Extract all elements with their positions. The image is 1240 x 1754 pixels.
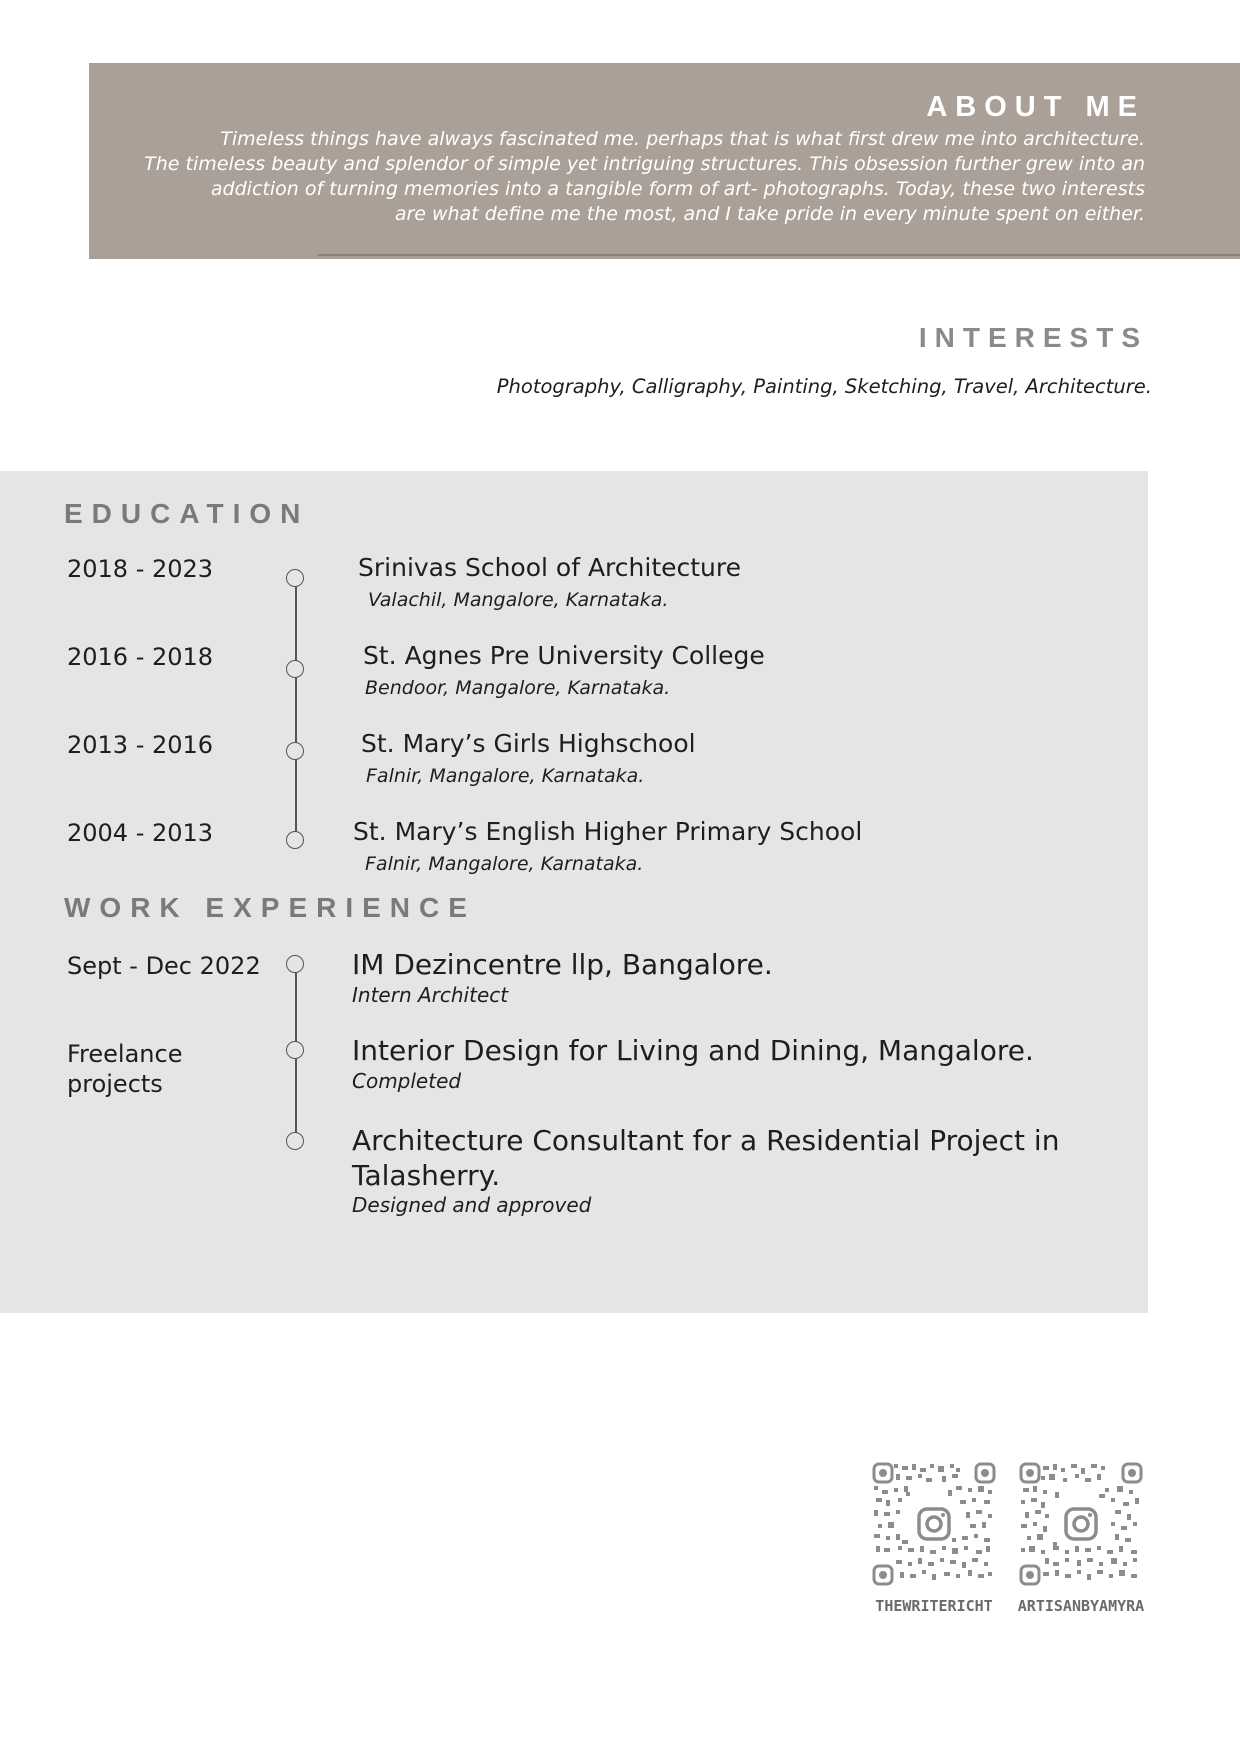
qr-code-artisanbyamyra[interactable] [1019,1462,1143,1586]
about-me-text [105,127,1145,227]
about-divider [318,254,1240,256]
timeline-node [286,1132,304,1150]
education-place: Falnir, Mangalore, Karnataka. [366,765,645,787]
about-me-title: ABOUT ME [926,91,1145,123]
work-title: IM Dezincentre llp, Bangalore. [352,948,773,981]
instagram-icon [916,1506,952,1542]
timeline-node [286,955,304,973]
work-role: Intern Architect [352,983,509,1007]
education-years: 2016 - 2018 [67,643,214,671]
education-place: Falnir, Mangalore, Karnataka. [365,853,644,875]
work-experience-title: WORK EXPERIENCE [64,892,476,923]
interests-text: Photography, Calligraphy, Painting, Sketching, Travel, Architecture. [496,375,1152,398]
education-years: 2013 - 2016 [67,731,214,759]
instagram-icon [1063,1506,1099,1542]
education-years: 2018 - 2023 [67,555,214,583]
work-title: Architecture Consultant for a Residential Project in Talasherry. [352,1124,1060,1192]
timeline-node [286,1041,304,1059]
education-school: St. Mary’s Girls Highschool [361,729,696,758]
qr-label-thewritericht: THEWRITERICHT [875,1597,993,1615]
education-title: EDUCATION [64,498,310,529]
interests-title: INTERESTS [918,322,1148,353]
education-place: Bendoor, Mangalore, Karnataka. [365,677,671,699]
work-role: Completed [352,1069,462,1093]
work-role: Designed and approved [352,1193,592,1217]
timeline-node [286,742,304,760]
education-work-panel [0,471,1148,1313]
education-years: 2004 - 2013 [67,819,214,847]
work-title: Interior Design for Living and Dining, Mangalore. [352,1034,1034,1067]
timeline-node [286,831,304,849]
timeline-node [286,660,304,678]
education-school: St. Mary’s English Higher Primary School [353,817,863,846]
about-me-section [89,63,1240,259]
about-line: are what define me the most, and I take pride in every minute spent on either. [394,203,1145,225]
education-school: Srinivas School of Architecture [358,553,742,582]
work-period: Freelance projects [67,1040,183,1098]
timeline-node [286,569,304,587]
education-school: St. Agnes Pre University College [363,641,765,670]
qr-code-thewritericht[interactable] [872,1462,996,1586]
about-line: The timeless beauty and splendor of simple yet intriguing structures. This obsession further grew into an [144,153,1145,175]
work-period: Sept - Dec 2022 [67,952,261,980]
qr-label-artisanbyamyra: ARTISANBYAMYRA [1017,1597,1145,1615]
education-timeline-line [295,578,297,848]
about-line: Timeless things have always fascinated me. perhaps that is what first drew me into architecture. [220,128,1145,150]
education-place: Valachil, Mangalore, Karnataka. [368,589,669,611]
about-line: addiction of turning memories into a tangible form of art- photographs. Today, these two interests [210,178,1145,200]
